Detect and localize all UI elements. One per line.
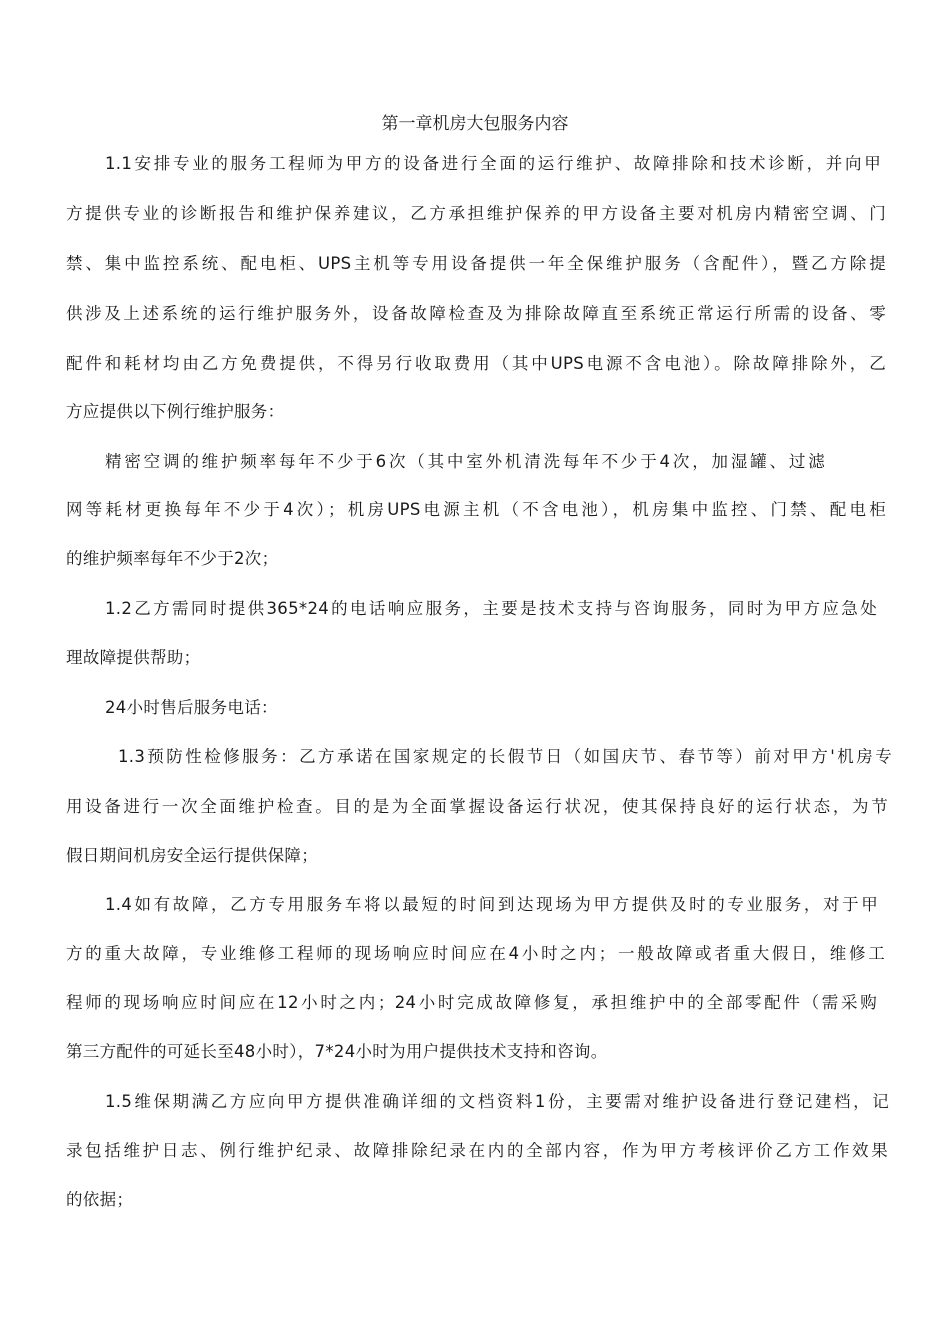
paragraph-line: 1.4如有故障，乙方专用服务车将以最短的时间到达现场为甲方提供及时的专业服务，对于甲 <box>105 895 878 914</box>
paragraph-line: 供涉及上述系统的运行维护服务外，设备故障检查及为排除故障直至系统正常运行所需的设备、零 <box>66 304 886 323</box>
paragraph-line: 的维护频率每年不少于2次； <box>66 549 279 568</box>
paragraph-line: 配件和耗材均由乙方免费提供，不得另行收取费用（其中UPS电源不含电池）。除故障排除外，乙 <box>66 354 886 373</box>
paragraph-line: 1.3预防性检修服务：乙方承诺在国家规定的长假节日（如国庆节、春节等）前对甲方'机房专 <box>118 747 892 766</box>
paragraph-line: 录包括维护日志、例行维护纪录、故障排除纪录在内的全部内容，作为甲方考核评价乙方工作效果 <box>66 1141 888 1160</box>
paragraph-line: 方提供专业的诊断报告和维护保养建议，乙方承担维护保养的甲方设备主要对机房内精密空调、门 <box>66 204 886 223</box>
paragraph-line: 程师的现场响应时间应在12小时之内；24小时完成故障修复，承担维护中的全部零配件（需采购 <box>66 993 877 1012</box>
paragraph-line: 1.2乙方需同时提供365*24的电话响应服务，主要是技术支持与咨询服务，同时为甲方应急处 <box>105 599 877 618</box>
paragraph-line: 网等耗材更换每年不少于4次）；机房UPS电源主机（不含电池），机房集中监控、门禁、配电柜 <box>66 500 886 519</box>
paragraph-line: 1.5维保期满乙方应向甲方提供准确详细的文档资料1份，主要需对维护设备进行登记建档，记 <box>105 1092 889 1111</box>
paragraph-line: 假日期间机房安全运行提供保障； <box>66 846 318 865</box>
paragraph-line: 1.1安排专业的服务工程师为甲方的设备进行全面的运行维护、故障排除和技术诊断，并向甲 <box>105 154 881 173</box>
paragraph-line: 第三方配件的可延长至48小时），7*24小时为用户提供技术支持和咨询。 <box>66 1042 608 1061</box>
page-title: 第一章机房大包服务内容 <box>381 114 569 134</box>
paragraph-line: 用设备进行一次全面维护检查。目的是为全面掌握设备运行状况，使其保持良好的运行状态，为节 <box>66 797 888 816</box>
hotline-label: 24小时售后服务电话： <box>105 698 278 717</box>
paragraph-line: 的依据； <box>66 1190 134 1209</box>
paragraph-line: 方应提供以下例行维护服务： <box>66 402 285 421</box>
paragraph-line: 理故障提供帮助； <box>66 648 201 667</box>
paragraph-line: 禁、集中监控系统、配电柜、UPS主机等专用设备提供一年全保维护服务（含配件），暨乙方除提 <box>66 254 886 273</box>
paragraph-line: 方的重大故障，专业维修工程师的现场响应时间应在4小时之内；一般故障或者重大假日，维修工 <box>66 944 885 963</box>
paragraph-line: 精密空调的维护频率每年不少于6次（其中室外机清洗每年不少于4次，加湿罐、过滤 <box>105 452 825 471</box>
